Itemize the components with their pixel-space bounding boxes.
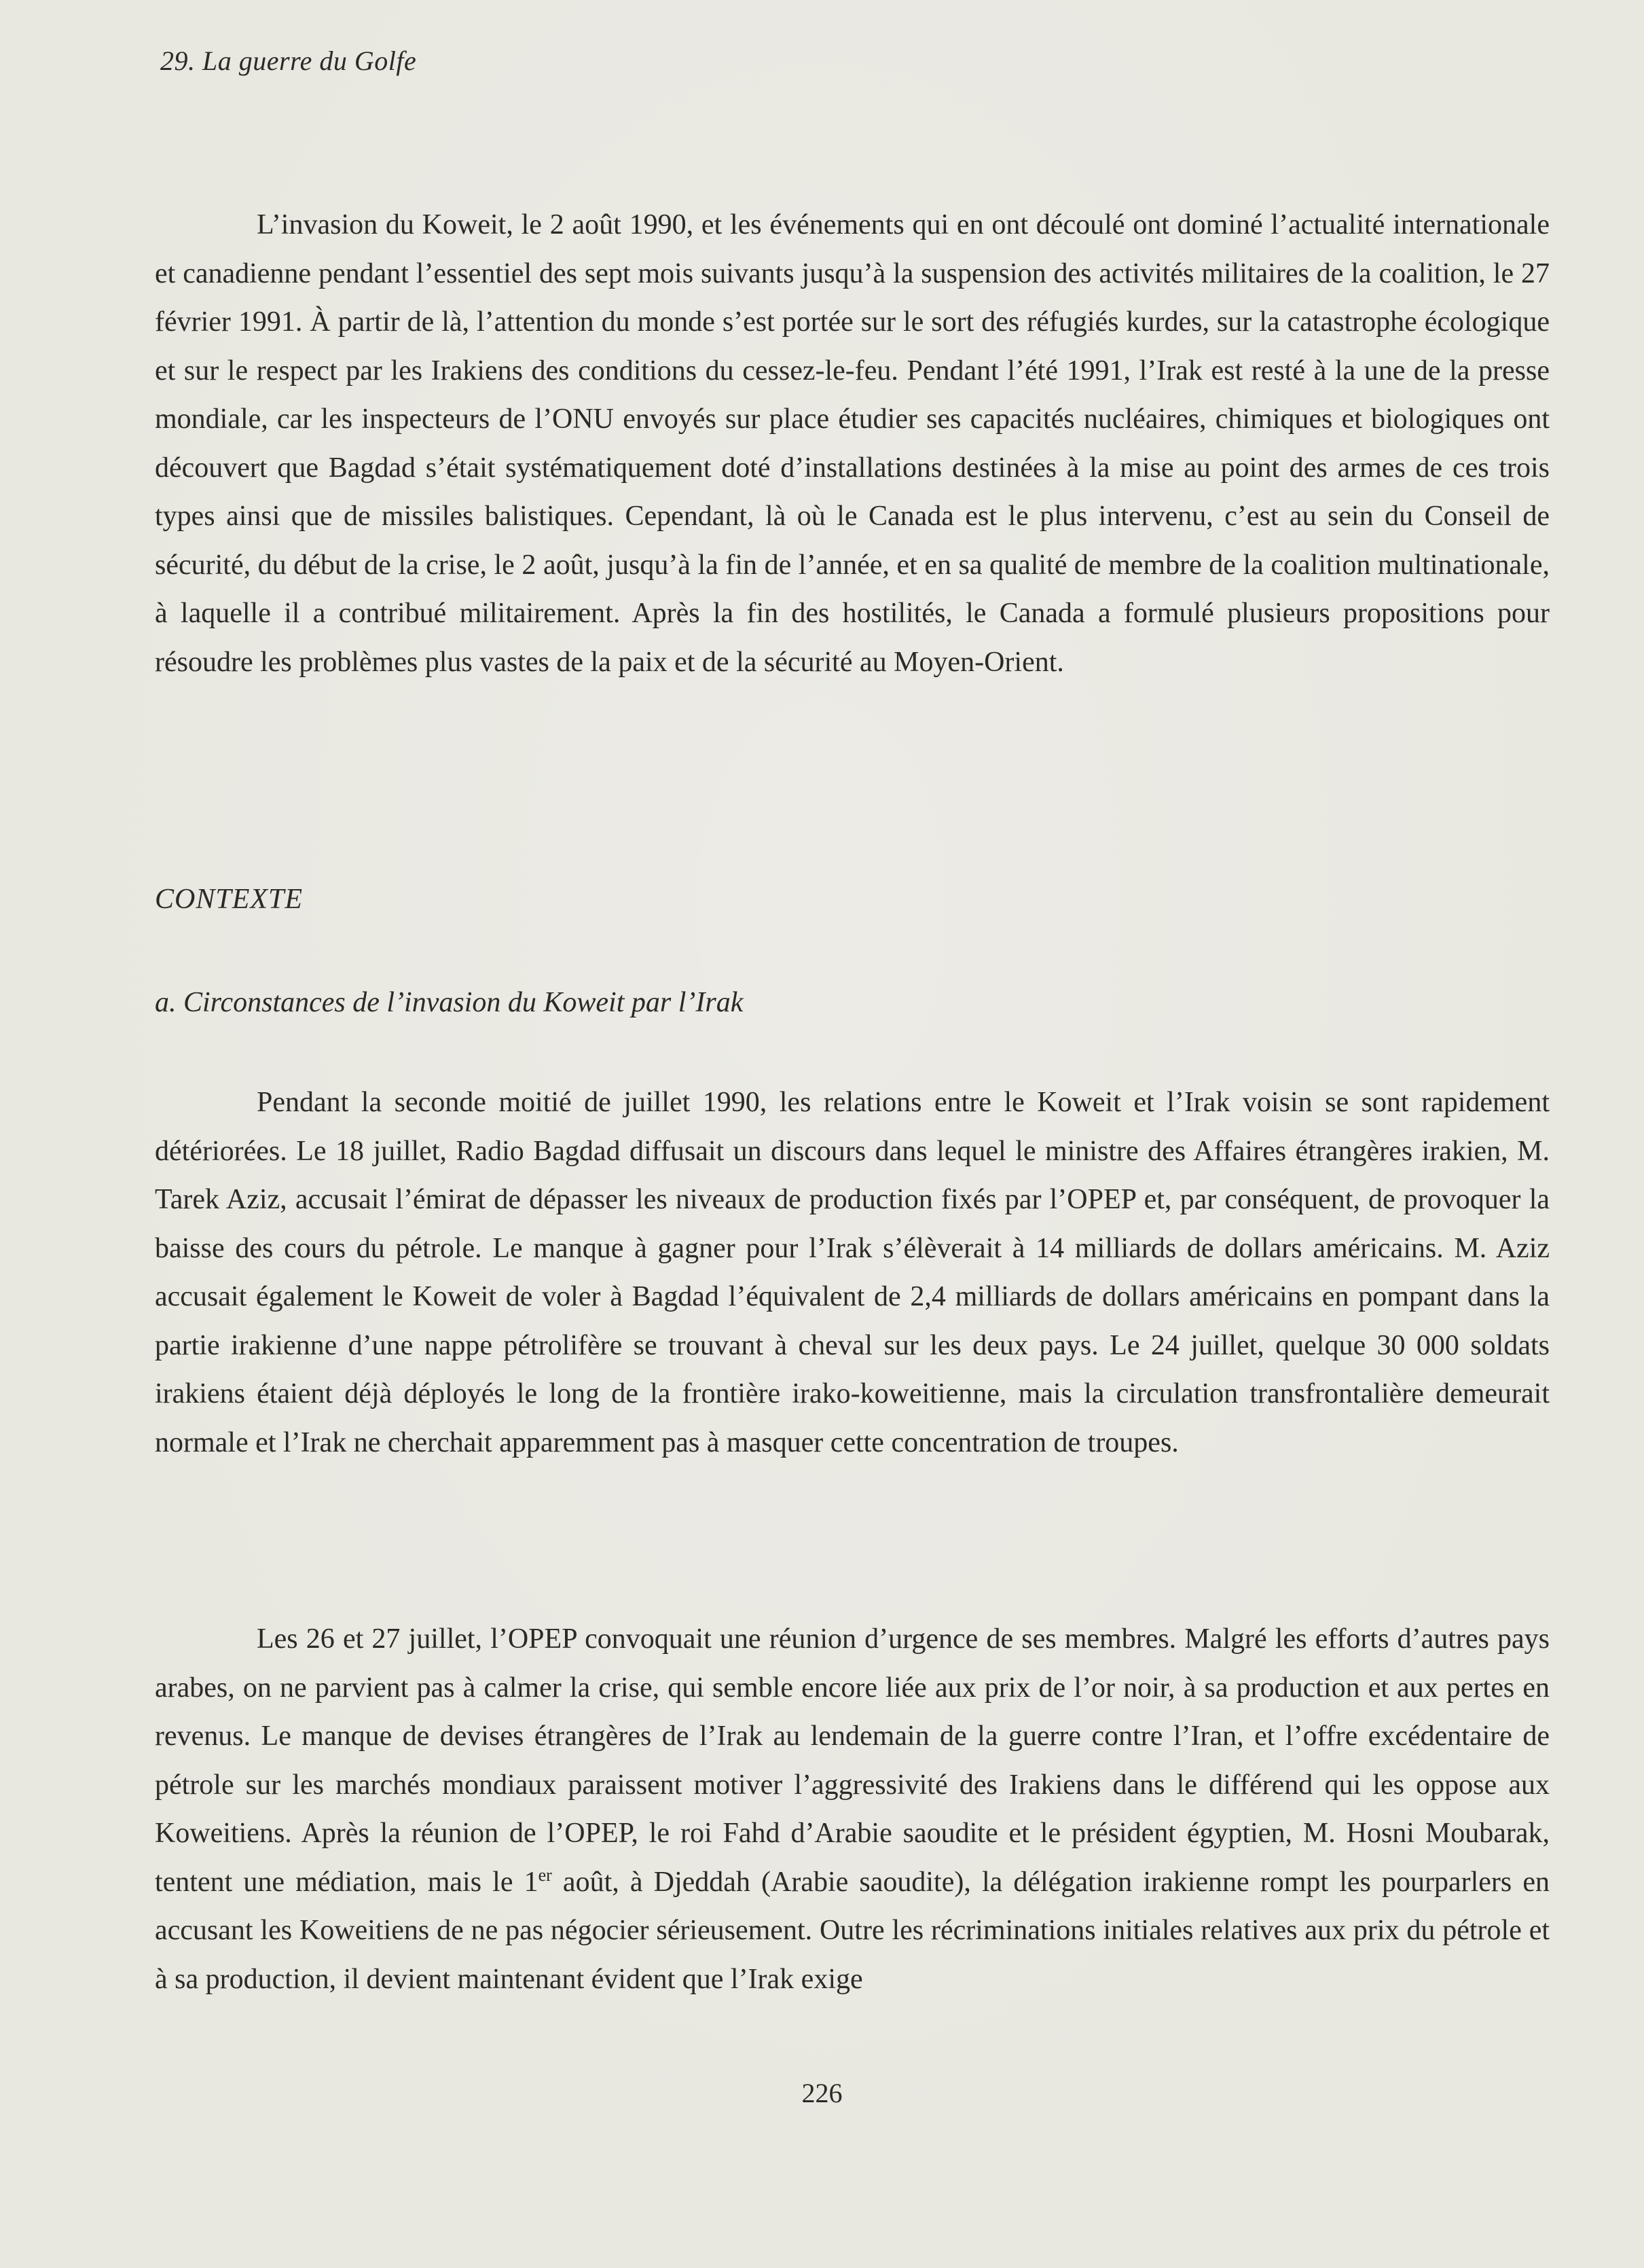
section-heading: CONTEXTE (155, 884, 304, 915)
paragraph-july-relations: Pendant la seconde moitié de juillet 1990, les relations entre le Koweit et l’Irak voisin se sont rapidement détériorées. Le 18 juillet, Radio Bagdad diffusait un discours dans lequel le ministre des Affaires étrangères irakien, M. Tarek Aziz, accusait l’émirat de dépasser les niveaux de production fixés par l’OPEP et, par conséquent, de provoquer la baisse des cours du pétrole. Le manque à gagner pour l’Irak s’élèverait à 14 milliards de dollars américains. M. Aziz accusait également le Koweit de voler à Bagdad l’équivalent de 2,4 milliards de dollars américains en pompant dans la partie irakienne d’une nappe pétrolifère se trouvant à cheval sur les deux pays. Le 24 juillet, quelque 30 000 soldats irakiens étaient déjà déployés le long de la frontière irako-koweitienne, mais la circulation transfrontalière demeurait normale et l’Irak ne cherchait apparemment pas à masquer cette concentration de troupes. (155, 1087, 1550, 1458)
paragraph-opep-text-2: août, à Djeddah (Arabie saoudite), la délégation irakienne rompt les pourparlers en accusant les Koweitiens de ne pas négocier sérieusement. Outre les récriminations initiales relatives aux prix du pétrole et à sa production, il devient maintenant évident que l’Irak exige (155, 1866, 1550, 1995)
subsection-heading: a. Circonstances de l’invasion du Koweit par l’Irak (155, 987, 744, 1018)
paragraph-intro: L’invasion du Koweit, le 2 août 1990, et les événements qui en ont découlé ont dominé l’actualité internationale et canadienne pendant l’essentiel des sept mois suivants jusqu’à la suspension des activités militaires de la coalition, le 27 février 1991. À partir de là, l’attention du monde s’est portée sur le sort des réfugiés kurdes, sur la catastrophe écologique et sur le respect par les Irakiens des conditions du cessez-le-feu. Pendant l’été 1991, l’Irak est resté à la une de la presse mondiale, car les inspecteurs de l’ONU envoyés sur place étudier ses capacités nucléaires, chimiques et biologiques ont découvert que Bagdad s’était systématiquement doté d’installations destinées à la mise au point des armes de ces trois types ainsi que de missiles balistiques. Cependant, là où le Canada est le plus intervenu, c’est au sein du Conseil de sécurité, du début de la crise, le 2 août, jusqu’à la fin de l’année, et en sa qualité de membre de la coalition multinationale, à laquelle il a contribué militairement. Après la fin des hostilités, le Canada a formulé plusieurs propositions pour résoudre les problèmes plus vastes de la paix et de la sécurité au Moyen-Orient. (155, 209, 1550, 678)
page-number: 226 (801, 2078, 843, 2108)
paragraph-opep-meeting (155, 1615, 1550, 2004)
ordinal-superscript: er (538, 1865, 552, 1885)
paragraph-opep-text-1: Les 26 et 27 juillet, l’OPEP convoquait une réunion d’urgence de ses membres. Malgré les efforts d’autres pays arabes, on ne parvient pas à calmer la crise, qui semble encore liée aux prix de l’or noir, à sa production et aux pertes en revenus. Le manque de devises étrangères de l’Irak au lendemain de la guerre contre l’Iran, et l’offre excédentaire de pétrole sur les marchés mondiaux paraissent motiver l’aggressivité des Irakiens dans le différend qui les oppose aux Koweitiens. Après la réunion de l’OPEP, le roi Fahd d’Arabie saoudite et le président égyptien, M. Hosni Moubarak, tentent une médiation, mais le 1 (155, 1623, 1550, 1898)
running-head: 29. La guerre du Golfe (160, 46, 417, 76)
